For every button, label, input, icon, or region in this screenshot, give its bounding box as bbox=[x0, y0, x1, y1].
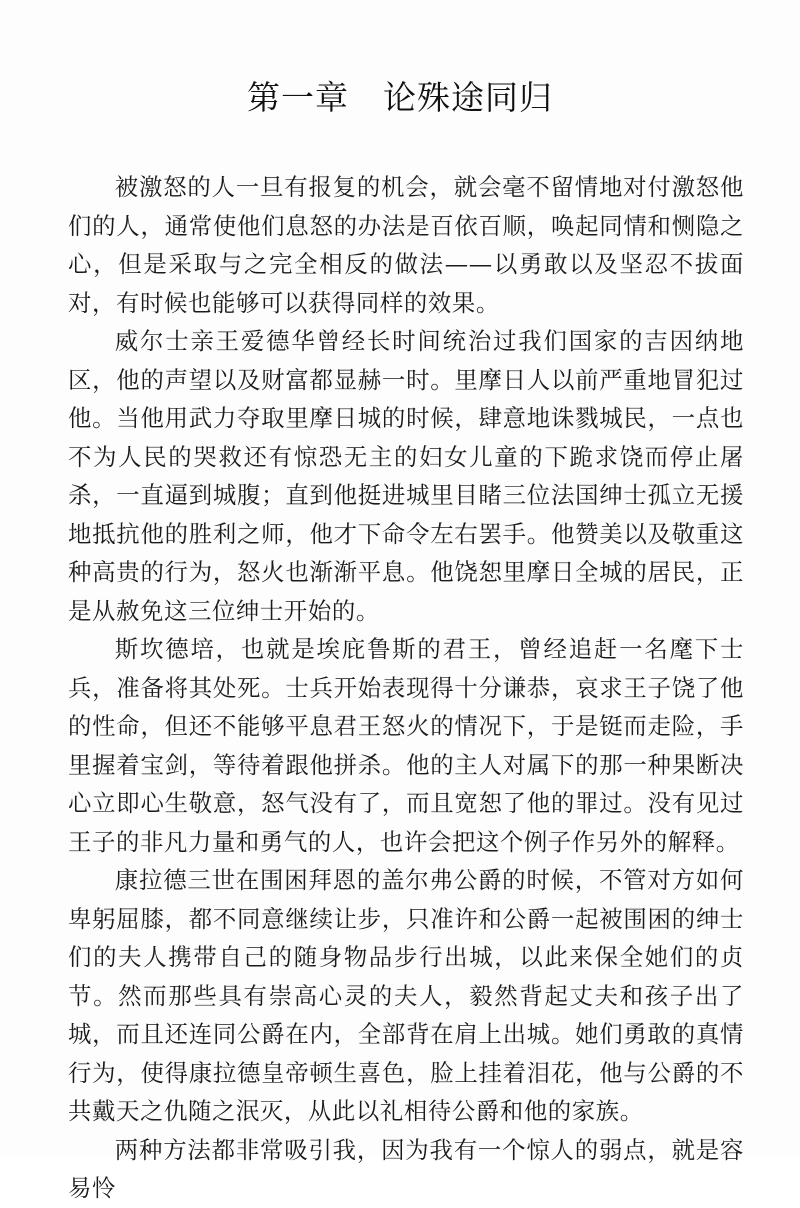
paragraph: 威尔士亲王爱德华曾经长时间统治过我们国家的吉因纳地区，他的声望以及财富都显赫一时。里摩日人以前严重地冒犯过他。当他用武力夺取里摩日城的时候，肆意地诛戮城民，一点也不为人民的哭救还有惊恐无主的妇女儿童的下跪求饶而停止屠杀，一直逼到城腹；直到他挺进城里目睹三位法国绅士孤立无援地抵抗他的胜利之师，他才下命令左右罢手。他赞美以及敬重这种高贵的行为，怒火也渐渐平息。他饶恕里摩日全城的居民，正是从赦免这三位绅士开始的。 bbox=[68, 327, 744, 625]
paragraph: 两种方法都非常吸引我，因为我有一个惊人的弱点，就是容易怜 bbox=[68, 1135, 744, 1202]
paragraph: 康拉德三世在围困拜恩的盖尔弗公爵的时候，不管对方如何卑躬屈膝，都不同意继续让步，只准许和公爵一起被围困的绅士们的夫人携带自己的随身物品步行出城，以此来保全她们的贞节。然而那些具有崇高心灵的夫人，毅然背起丈夫和孩子出了城，而且还连同公爵在内，全部背在肩上出城。她们勇敢的真情行为，使得康拉德皇帝顿生喜色，脸上挂着泪花，他与公爵的不共戴天之仇随之泯灭，从此以礼相待公爵和他的家族。 bbox=[68, 866, 744, 1125]
paragraph: 被激怒的人一旦有报复的机会，就会毫不留情地对付激怒他们的人，通常使他们息怒的办法是百依百顺，唤起同情和恻隐之心，但是采取与之完全相反的做法——以勇敢以及坚忍不拔面对，有时候也能够可以获得同样的效果。 bbox=[68, 173, 744, 317]
chapter-body bbox=[68, 168, 744, 1208]
chapter-title: 第一章 论殊途同归 bbox=[247, 78, 553, 117]
paragraph: 斯坎德培，也就是埃庇鲁斯的君王，曾经追赶一名麾下士兵，准备将其处死。士兵开始表现得十分谦恭，哀求王子饶了他的性命，但还不能够平息君王怒火的情况下，于是铤而走险，手里握着宝剑，等待着跟他拼杀。他的主人对属下的那一种果断决心立即心生敬意，怒气没有了，而且宽恕了他的罪过。没有见过王子的非凡力量和勇气的人，也许会把这个例子作另外的解释。 bbox=[68, 635, 744, 856]
